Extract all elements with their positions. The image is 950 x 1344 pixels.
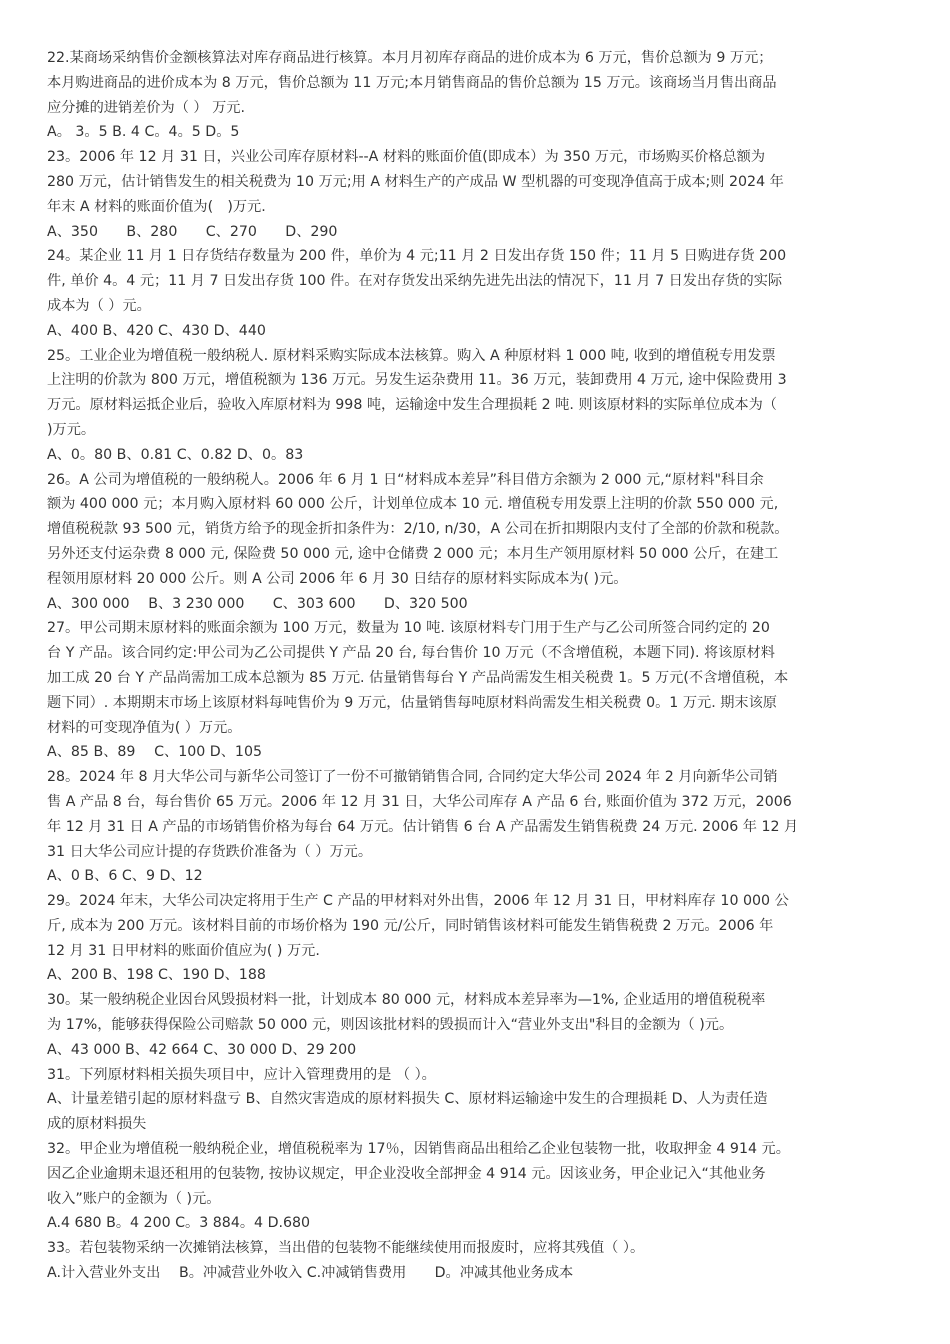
text-line: A、0 B、6 C、9 D、12 — [47, 868, 203, 885]
text-line: 成的原材料损失 — [47, 1116, 147, 1133]
text-line: 28。2024 年 8 月大华公司与新华公司签订了一份不可撤销销售合同, 合同约定大华公司 2024 年 2 月向新华公司销 — [47, 769, 778, 786]
text-line: 加工成 20 台 Y 产品尚需加工成本总额为 85 万元. 估量销售每台 Y 产品尚需发生相关税费 1。5 万元(不含增值税，本 — [47, 669, 789, 686]
text-line: 应分摊的进销差价为（ ） 万元. — [47, 99, 245, 116]
text-line: 30。某一般纳税企业因台风毁损材料一批，计划成本 80 000 元，材料成本差异率为—1%, 企业适用的增值税税率 — [47, 992, 766, 1009]
text-line: 斤, 成本为 200 万元。该材料目前的市场价格为 190 元/公斤，同时销售该材料可能发生销售税费 2 万元。2006 年 — [47, 917, 774, 934]
text-line: A、300 000 B、3 230 000 C、303 600 D、320 500 — [47, 595, 468, 612]
text-line: 24。某企业 11 月 1 日存货结存数量为 200 件，单价为 4 元;11 月 2 日发出存货 150 件；11 月 5 日购进存货 200 — [47, 248, 787, 265]
text-line: 题下同）. 本期期末市场上该原材料每吨售价为 9 万元，估量销售每吨原材料尚需发生相关税费 0。1 万元. 期末该原 — [47, 694, 777, 711]
text-line: A、0。80 B、0.81 C、0.82 D、0。83 — [47, 446, 304, 463]
text-line: A。 3。5 B. 4 C。4。5 D。5 — [47, 124, 240, 141]
text-line: 31 日大华公司应计提的存货跌价准备为（ ）万元。 — [47, 843, 373, 860]
text-line: A、计量差错引起的原材料盘亏 B、自然灾害造成的原材料损失 C、原材料运输途中发生的合理损耗 D、人为责任造 — [47, 1091, 768, 1108]
text-line: 年 12 月 31 日 A 产品的市场销售价格为每台 64 万元。估计销售 6 台 A 产品需发生销售税费 24 万元. 2006 年 12 月 — [47, 818, 799, 835]
text-line: 额为 400 000 元；本月购入原材料 60 000 公斤，计划单位成本 10 元. 增值税专用发票上注明的价款 550 000 元, — [47, 496, 779, 513]
text-line: 材料的可变现净值为( ）万元。 — [47, 719, 242, 736]
text-line: 26。A 公司为增值税的一般纳税人。2006 年 6 月 1 日“材料成本差异”科目借方余额为 2 000 元,“原材料"科目余 — [47, 471, 764, 488]
text-line: A.4 680 B。4 200 C。3 884。4 D.680 — [47, 1215, 311, 1232]
text-line: 23。2006 年 12 月 31 日，兴业公司库存原材料--A 材料的账面价值(即成本）为 350 万元，市场购买价格总额为 — [47, 149, 766, 166]
text-line: A、200 B、198 C、190 D、188 — [47, 967, 266, 984]
text-line: 件, 单价 4。4 元；11 月 7 日发出存货 100 件。在对存货发出采纳先进先出法的情况下，11 月 7 日发出存货的实际 — [47, 273, 783, 290]
text-line: 程领用原材料 20 000 公斤。则 A 公司 2006 年 6 月 30 日结存的原材料实际成本为( )元。 — [47, 570, 628, 587]
text-line: A、400 B、420 C、430 D、440 — [47, 322, 266, 339]
text-line: 成本为（ ）元。 — [47, 297, 151, 314]
text-line: 31。下列原材料相关损失项目中，应计入管理费用的是 （ ）。 — [47, 1066, 436, 1083]
text-line: 为 17%，能够获得保险公司赔款 50 000 元，则因该批材料的毁损而计入“营业外支出"科目的金额为（ )元。 — [47, 1017, 734, 1034]
text-line: 29。2024 年末，大华公司决定将用于生产 C 产品的甲材料对外出售，2006 年 12 月 31 日，甲材料库存 10 000 公 — [47, 893, 789, 910]
text-line: 售 A 产品 8 台，每台售价 65 万元。2006 年 12 月 31 日，大华公司库存 A 产品 6 台, 账面价值为 372 万元，2006 — [47, 793, 792, 810]
text-line: A、350 B、280 C、270 D、290 — [47, 223, 338, 240]
text-line: 增值税税款 93 500 元，销货方给予的现金折扣条件为：2/10, n/30，A 公司在折扣期限内支付了全部的价款和税款。 — [47, 521, 789, 538]
text-line: 收入”账户的金额为（ )元。 — [47, 1190, 221, 1207]
text-line: )万元。 — [47, 421, 96, 438]
text-line: 32。甲企业为增值税一般纳税企业，增值税税率为 17％，因销售商品出租给乙企业包装物一批，收取押金 4 914 元。 — [47, 1141, 790, 1158]
text-line: A.计入营业外支出 B。冲减营业外收入 C.冲减销售费用 D。冲减其他业务成本 — [47, 1265, 574, 1282]
text-line: A、43 000 B、42 664 C、30 000 D、29 200 — [47, 1041, 357, 1058]
document-page — [47, 46, 913, 1286]
text-line: 万元。原材料运抵企业后，验收入库原材料为 998 吨，运输途中发生合理损耗 2 吨. 则该原材料的实际单位成本为（ — [47, 397, 777, 414]
text-line: 25。工业企业为增值税一般纳税人. 原材料采购实际成本法核算。购入 A 种原材料 1 000 吨, 收到的增值税专用发票 — [47, 347, 776, 364]
text-line: 本月购进商品的进价成本为 8 万元，售价总额为 11 万元;本月销售商品的售价总额为 15 万元。该商场当月售出商品 — [47, 74, 777, 91]
text-line: 22.某商场采纳售价金额核算法对库存商品进行核算。本月月初库存商品的进价成本为 6 万元，售价总额为 9 万元； — [47, 50, 773, 66]
text-line: 因乙企业逾期未退还租用的包装物, 按协议规定，甲企业没收全部押金 4 914 元。因该业务，甲企业记入“其他业务 — [47, 1165, 766, 1182]
text-line: 280 万元，估计销售发生的相关税费为 10 万元;用 A 材料生产的产成品 W 型机器的可变现净值高于成本;则 2024 年 — [47, 173, 784, 190]
text-line: 12 月 31 日甲材料的账面价值应为( ) 万元. — [47, 942, 320, 959]
text-line: 27。甲公司期末原材料的账面余额为 100 万元，数量为 10 吨. 该原材料专门用于生产与乙公司所签合同约定的 20 — [47, 620, 770, 637]
text-line: 年末 A 材料的账面价值为( )万元. — [47, 198, 266, 215]
text-line: 上注明的价款为 800 万元，增值税额为 136 万元。另发生运杂费用 11。36 万元，装卸费用 4 万元, 途中保险费用 3 — [47, 372, 787, 389]
text-line: 另外还支付运杂费 8 000 元, 保险费 50 000 元, 途中仓储费 2 000 元；本月生产领用原材料 50 000 公斤，在建工 — [47, 545, 779, 562]
text-line: 台 Y 产品。该合同约定:甲公司为乙公司提供 Y 产品 20 台, 每台售价 10 万元（不含增值税，本题下同). 将该原材料 — [47, 645, 775, 662]
text-line: A、85 B、89 C、100 D、105 — [47, 744, 263, 761]
text-line: 33。若包装物采纳一次摊销法核算，当出借的包装物不能继续使用而报废时，应将其残值（ ）。 — [47, 1240, 645, 1257]
